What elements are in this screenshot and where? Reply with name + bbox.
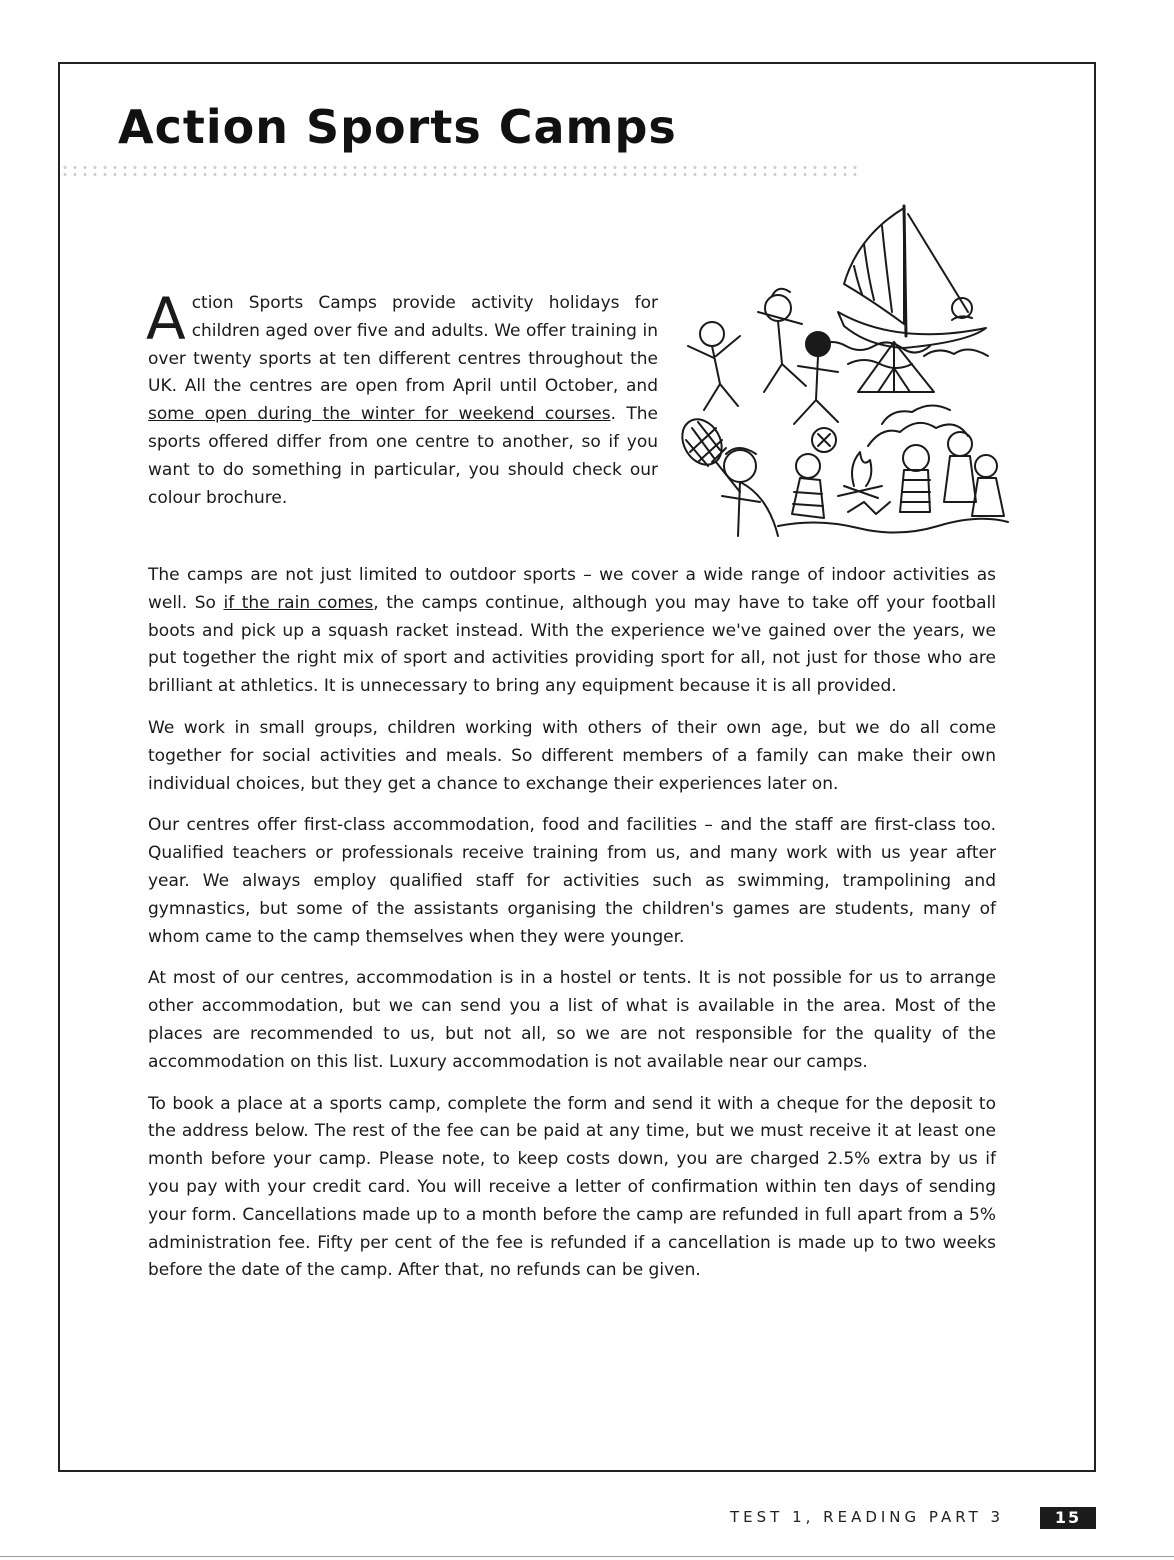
footer-label: TEST 1, READING PART 3 (730, 1508, 1005, 1526)
intro-paragraph (146, 285, 658, 548)
paragraph-indoor-text-end: , the camps continue, although you may have to take off your football boots and pick up a squash racket instead. With the experience we've gained over the years, we put together the right mix of sport and activities providing sport for all, not just for those who are brilliant at athletics. It is unnecessary to bring any equipment because it is all provided. (148, 592, 996, 697)
page-title: Action Sports Camps (118, 100, 677, 154)
bottom-rule (0, 1556, 1174, 1557)
paragraph-staff: Our centres offer first-class accommodation, food and facilities – and the staff are first-class too. Qualified teachers or professionals receive training from us, and many work with us year after year. We always employ qualified staff for activities such as swimming, trampolining and gymnastics, but some of the assistants organising the children's games are students, many of whom came to the camp themselves when they were younger. (148, 815, 996, 947)
intro-text-end: . The sports offered differ from one centre to another, so if you want to do something in particular, you should check our colour brochure. (148, 404, 658, 508)
paragraph-groups: We work in small groups, children working with others of their own age, but we do all come together for social activities and meals. So different members of a family can make their own individual choices, but they get a chance to exchange their experiences later on. (148, 717, 996, 794)
intro-text: ction Sports Camps provide activity holidays for children aged over five and adults. We offer training in over twenty sports at ten different centres throughout the UK. All the centres are open from April until October, and (148, 293, 658, 397)
dotted-divider (60, 164, 860, 178)
drop-cap: A (146, 285, 186, 353)
intro-underlined-text: some open during the winter for weekend courses (148, 404, 611, 425)
page-number: 15 (1040, 1507, 1096, 1529)
paragraph-indoor-underlined: if the rain comes (223, 592, 374, 613)
paragraph-indoor (148, 562, 996, 701)
paragraph-booking: To book a place at a sports camp, complete the form and send it with a cheque for the deposit to the address below. The rest of the fee can be paid at any time, but we must receive it at least one month before your camp. Please note, to keep costs down, you are charged 2.5% extra by us if you pay with your credit card. You will receive a letter of confirmation within ten days of sending your form. Cancellations made up to a month before the camp are refunded in full apart from a 5% administration fee. Fifty per cent of the fee is refunded if a cancellation is made up to two weeks before the date of the camp. After that, no refunds can be given. (148, 1093, 996, 1281)
article-body (146, 285, 996, 1299)
paragraph-accommodation: At most of our centres, accommodation is in a hostel or tents. It is not possible for us to arrange other accommodation, but we can send you a list of what is available in the area. Most of the places are recommended to us, but not all, so we are not responsible for the quality of the accommodation on this list. Luxury accommodation is not available near our camps. (148, 968, 996, 1072)
paragraph-indoor-text: The camps are not just limited to outdoor sports – we cover a wide range of indoor activities as well. So (148, 565, 996, 613)
